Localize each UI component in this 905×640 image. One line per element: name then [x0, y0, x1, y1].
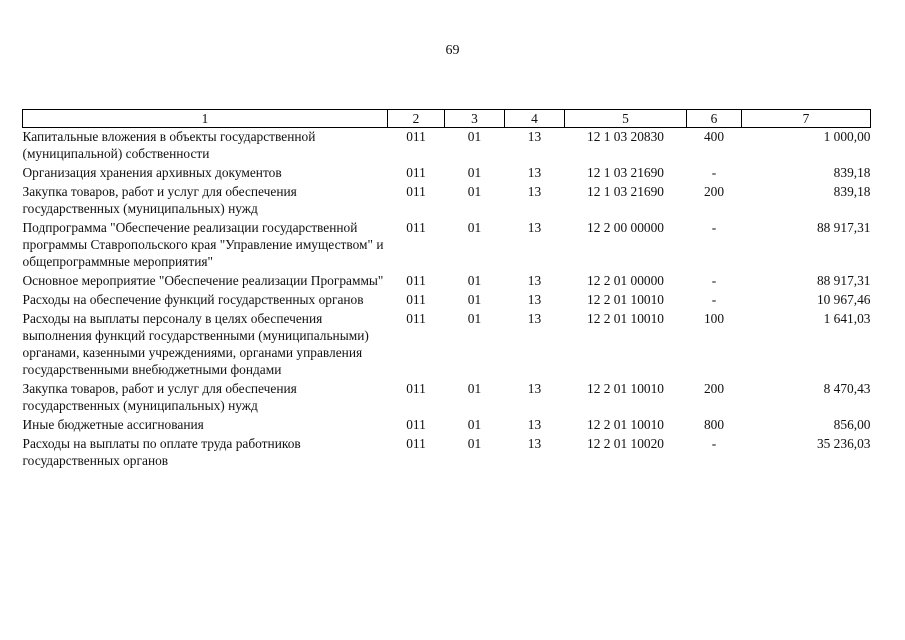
row-target-article-code: 12 2 01 10010 [587, 381, 664, 396]
row-ministry-code: 011 [406, 292, 426, 307]
row-section-code: 01 [467, 220, 482, 235]
row-name: Подпрограмма "Обеспечение реализации государственной программы Ставропольского края "Управление имуществом" и общепрограммные мероприятия" [22, 220, 384, 269]
row-subsection-code: 13 [527, 292, 542, 307]
table-row [23, 416, 871, 435]
row-target-article-code: 12 2 01 10010 [587, 292, 664, 307]
row-ministry-code: 011 [406, 165, 426, 180]
table-row [23, 183, 871, 219]
table-row [23, 310, 871, 380]
row-name: Иные бюджетные ассигнования [22, 417, 204, 432]
row-ministry-code: 011 [406, 184, 426, 199]
row-ministry-code: 011 [406, 436, 426, 451]
row-name: Расходы на выплаты персоналу в целях обеспечения выполнения функций государственными (муниципальными) органами, казенными учреждениями, органами управления государственными внебюджетными фондами [22, 311, 369, 377]
row-expense-type-code: - [711, 436, 717, 451]
row-subsection-code: 13 [527, 311, 542, 326]
header-col-2: 2 [388, 110, 445, 128]
row-expense-type-code: 800 [703, 417, 725, 432]
row-name: Расходы на обеспечение функций государственных органов [22, 292, 364, 307]
table-row [23, 219, 871, 272]
row-section-code: 01 [467, 273, 482, 288]
row-amount: 8 470,43 [823, 381, 871, 396]
header-col-1: 1 [23, 110, 388, 128]
row-section-code: 01 [467, 417, 482, 432]
row-ministry-code: 011 [406, 417, 426, 432]
row-expense-type-code: - [711, 165, 717, 180]
row-expense-type-code: 400 [703, 129, 725, 144]
row-subsection-code: 13 [527, 273, 542, 288]
row-target-article-code: 12 2 01 10010 [587, 311, 664, 326]
row-target-article-code: 12 2 01 10020 [587, 436, 664, 451]
header-col-4: 4 [505, 110, 565, 128]
row-section-code: 01 [467, 381, 482, 396]
row-ministry-code: 011 [406, 311, 426, 326]
row-ministry-code: 011 [406, 129, 426, 144]
row-expense-type-code: 200 [703, 381, 725, 396]
header-row [23, 110, 871, 128]
page-number: 69 [445, 43, 460, 58]
row-section-code: 01 [467, 129, 482, 144]
row-amount: 839,18 [833, 165, 871, 180]
row-ministry-code: 011 [406, 273, 426, 288]
table-row [23, 435, 871, 471]
row-section-code: 01 [467, 165, 482, 180]
row-amount: 88 917,31 [816, 273, 871, 288]
row-subsection-code: 13 [527, 165, 542, 180]
row-name: Расходы на выплаты по оплате труда работников государственных органов [22, 436, 301, 468]
header-col-5: 5 [565, 110, 687, 128]
table-row [23, 291, 871, 310]
table-row [23, 272, 871, 291]
row-subsection-code: 13 [527, 436, 542, 451]
row-ministry-code: 011 [406, 220, 426, 235]
row-target-article-code: 12 1 03 21690 [587, 184, 664, 199]
row-amount: 839,18 [833, 184, 871, 199]
row-subsection-code: 13 [527, 417, 542, 432]
row-target-article-code: 12 1 03 20830 [587, 129, 664, 144]
row-section-code: 01 [467, 311, 482, 326]
row-name: Организация хранения архивных документов [22, 165, 282, 180]
row-subsection-code: 13 [527, 184, 542, 199]
row-name: Закупка товаров, работ и услуг для обеспечения государственных (муниципальных) нужд [22, 381, 297, 413]
header-col-6: 6 [687, 110, 742, 128]
table-row [23, 380, 871, 416]
row-amount: 10 967,46 [816, 292, 871, 307]
row-section-code: 01 [467, 436, 482, 451]
row-target-article-code: 12 2 01 00000 [587, 273, 664, 288]
row-amount: 1 000,00 [823, 129, 871, 144]
row-amount: 35 236,03 [816, 436, 871, 451]
table-row [23, 128, 871, 165]
budget-table [22, 109, 871, 471]
row-section-code: 01 [467, 184, 482, 199]
row-section-code: 01 [467, 292, 482, 307]
row-name: Капитальные вложения в объекты государственной (муниципальной) собственности [22, 129, 316, 161]
row-subsection-code: 13 [527, 381, 542, 396]
row-ministry-code: 011 [406, 381, 426, 396]
header-col-3: 3 [445, 110, 505, 128]
row-name: Закупка товаров, работ и услуг для обеспечения государственных (муниципальных) нужд [22, 184, 297, 216]
row-expense-type-code: 100 [703, 311, 725, 326]
table-row [23, 164, 871, 183]
row-amount: 1 641,03 [823, 311, 871, 326]
header-col-7: 7 [742, 110, 871, 128]
row-expense-type-code: - [711, 292, 717, 307]
row-expense-type-code: - [711, 273, 717, 288]
row-name: Основное мероприятие "Обеспечение реализации Программы" [22, 273, 384, 288]
row-expense-type-code: 200 [703, 184, 725, 199]
row-subsection-code: 13 [527, 129, 542, 144]
row-expense-type-code: - [711, 220, 717, 235]
row-target-article-code: 12 1 03 21690 [587, 165, 664, 180]
row-target-article-code: 12 2 01 10010 [587, 417, 664, 432]
row-amount: 88 917,31 [816, 220, 871, 235]
row-amount: 856,00 [833, 417, 871, 432]
row-target-article-code: 12 2 00 00000 [587, 220, 664, 235]
row-subsection-code: 13 [527, 220, 542, 235]
